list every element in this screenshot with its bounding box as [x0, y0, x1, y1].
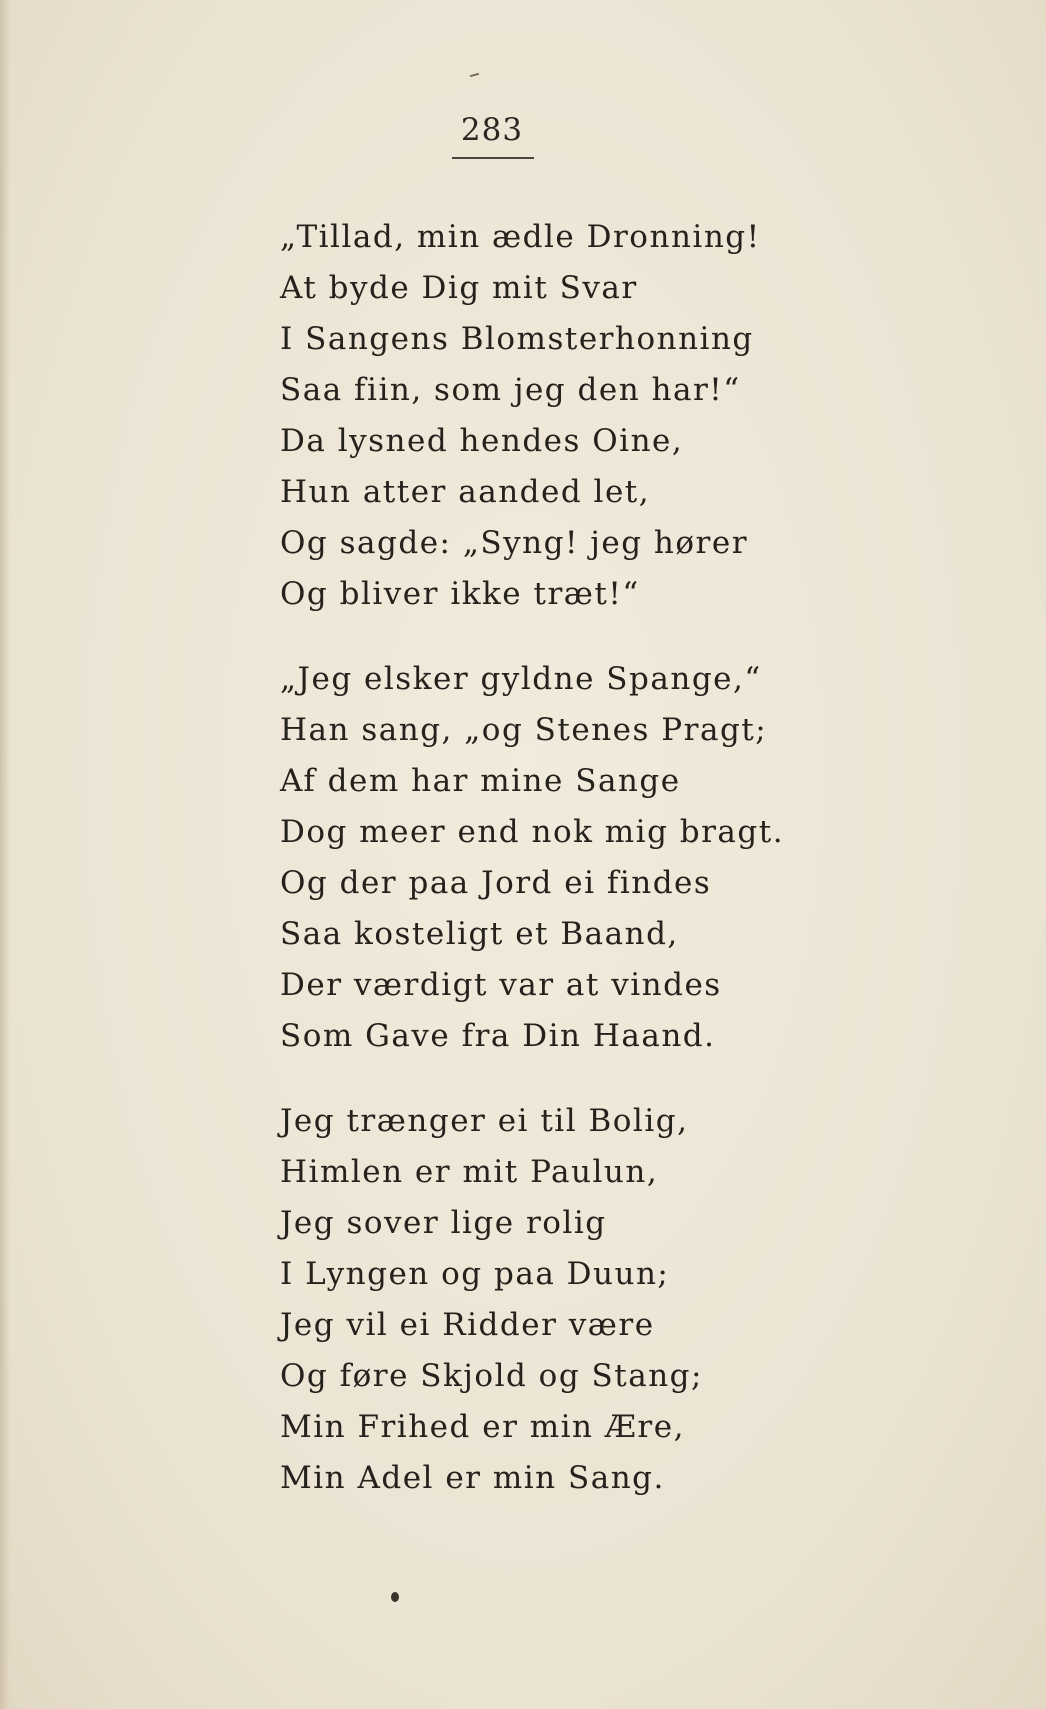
page-number: 283: [460, 112, 524, 148]
poem-line: Som Gave fra Din Haand.: [280, 1018, 716, 1054]
poem-line: Saa kosteligt et Baand,: [280, 916, 679, 952]
ink-speck: [391, 1592, 399, 1602]
poem-line: Der værdigt var at vindes: [280, 967, 722, 1003]
poem-line: Da lysned hendes Oine,: [280, 423, 684, 459]
poem-line: Og bliver ikke træt!“: [280, 576, 640, 612]
poem-line: Himlen er mit Paulun,: [280, 1154, 659, 1190]
page-number-rule: [452, 157, 534, 159]
poem-line: I Lyngen og paa Duun;: [280, 1256, 670, 1292]
poem-line: Han sang, „og Stenes Pragt;: [280, 712, 768, 748]
poem-line: Af dem har mine Sange: [280, 763, 681, 799]
poem-line: Min Frihed er min Ære,: [280, 1409, 685, 1445]
poem-line: Min Adel er min Sang.: [280, 1460, 665, 1496]
poem-line: Og føre Skjold og Stang;: [280, 1358, 703, 1394]
poem-line: Jeg trænger ei til Bolig,: [280, 1103, 689, 1139]
poem-line: At byde Dig mit Svar: [280, 270, 638, 306]
poem-line: „Jeg elsker gyldne Spange,“: [280, 661, 762, 697]
poem-line: Og sagde: „Syng! jeg hører: [280, 525, 749, 561]
poem-line: „Tillad, min ædle Dronning!: [280, 219, 761, 255]
poem-line: Hun atter aanded let,: [280, 474, 651, 510]
poem-line: Dog meer end nok mig bragt.: [280, 814, 785, 850]
poem-stanza-1: [280, 212, 761, 620]
poem-line: Jeg vil ei Ridder være: [280, 1307, 655, 1343]
poem-line: Og der paa Jord ei findes: [280, 865, 712, 901]
page-edge-shadow: [0, 0, 10, 1709]
poem-stanza-3: [280, 1096, 740, 1504]
poem-line: Jeg sover lige rolig: [280, 1205, 607, 1241]
poem-line: I Sangens Blomsterhonning: [280, 321, 754, 357]
ink-speck: [470, 73, 479, 77]
poem-line: Saa fiin, som jeg den har!“: [280, 372, 741, 408]
poem-stanza-2: [280, 654, 785, 1062]
